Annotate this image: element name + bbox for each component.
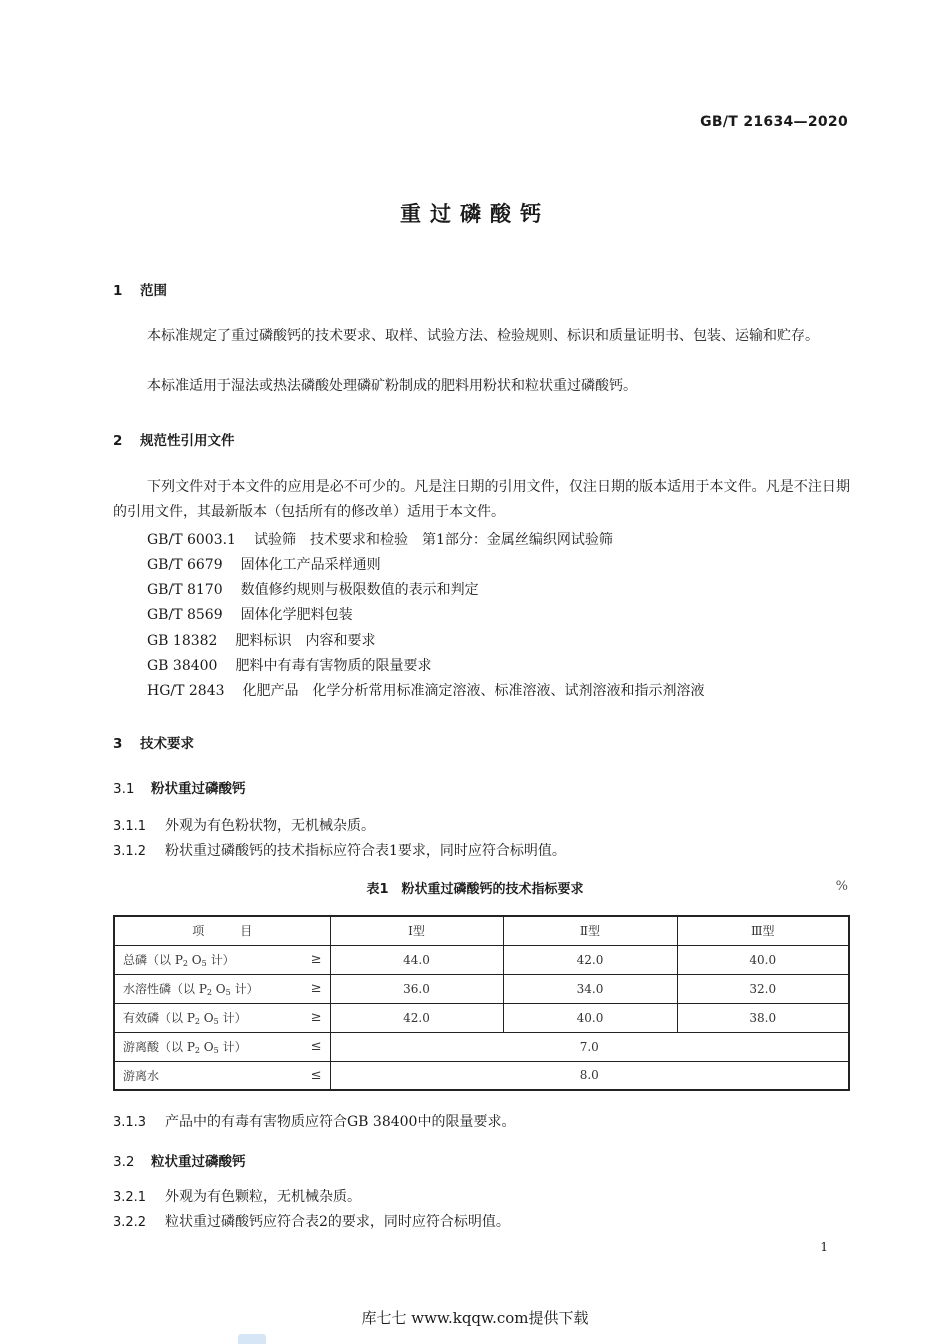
row-label-text: 总磷（以 P [123, 953, 183, 967]
row-label: 有效磷（以 $P_2$ $O_5$ 计） ≥ [114, 1003, 330, 1032]
table-header-cell: Ⅲ型 [677, 916, 849, 945]
table-cell-merged: 8.0 [330, 1061, 849, 1090]
clause-number: 3.1.1 [113, 819, 147, 834]
comparison-symbol: ≤ [310, 1067, 322, 1083]
scope-paragraph-2: 本标准适用于湿法或热法磷酸处理磷矿粉制成的肥料用粉状和粒状重过磷酸钙。 [147, 378, 637, 394]
section-title: 技术要求 [140, 736, 194, 752]
reference-code: GB/T 8569 [147, 607, 223, 623]
clause-number: 3.1.3 [113, 1115, 147, 1130]
clause-3-1-2 [113, 840, 566, 860]
reference-title: 化肥产品 化学分析常用标准滴定溶液、标准溶液、试剂溶液和指示剂溶液 [242, 683, 705, 699]
table-cell: 32.0 [677, 974, 849, 1003]
section-3-heading [113, 732, 194, 752]
clause-text: 产品中的有毒有害物质应符合GB 38400中的限量要求。 [165, 1114, 516, 1130]
reference-item [147, 680, 705, 700]
reference-code: HG/T 2843 [147, 683, 225, 699]
reference-item [147, 604, 353, 624]
clause-3-1-3 [113, 1111, 515, 1131]
row-label-suffix: 计） [234, 982, 259, 996]
reference-title: 数值修约规则与极限数值的表示和判定 [240, 582, 479, 598]
references-intro: 下列文件对于本文件的应用是必不可少的。凡是注日期的引用文件，仅注日期的版本适用于本文件。凡是不注日期的引用文件，其最新版本（包括所有的修改单）适用于本文件。 [113, 479, 850, 520]
table-header-cell: Ⅱ型 [503, 916, 677, 945]
row-label-text: 水溶性磷（以 P [123, 982, 207, 996]
comparison-symbol: ≥ [310, 980, 322, 996]
clause-number: 3.2.2 [113, 1215, 147, 1230]
reference-item [147, 655, 431, 675]
reference-code: GB/T 6679 [147, 557, 223, 573]
clause-3-2-1 [113, 1186, 361, 1206]
row-label: 总磷（以 $P_2$ $O_5$ 计） ≥ [114, 945, 330, 974]
table-cell: 42.0 [330, 1003, 503, 1032]
row-label-text: 游离水 [123, 1068, 160, 1083]
row-label [114, 1061, 330, 1090]
row-label: 水溶性磷（以 $P_2$ $O_5$ 计） ≥ [114, 974, 330, 1003]
clause-number: 3.1.2 [113, 844, 147, 859]
table-cell: 42.0 [503, 945, 677, 974]
row-label-suffix: 计） [210, 953, 235, 967]
table-row [114, 945, 849, 974]
section-title: 范围 [140, 283, 167, 299]
section-1-heading [113, 279, 167, 299]
reference-item [147, 579, 479, 599]
footer-text: 库七七 www.kqqw.com提供下载 [361, 1309, 589, 1327]
section-2-heading [113, 429, 235, 449]
table-row [114, 974, 849, 1003]
table-caption: 表1 粉状重过磷酸钙的技术指标要求 [366, 882, 584, 897]
clause-text: 外观为有色粉状物，无机械杂质。 [165, 818, 375, 834]
section-number: 3 [113, 736, 123, 752]
clause-3-1-1 [113, 815, 375, 835]
reference-code: GB 38400 [147, 658, 218, 674]
clause-text: 粒状重过磷酸钙应符合表2的要求，同时应符合标明值。 [165, 1214, 510, 1230]
section-title: 规范性引用文件 [140, 433, 235, 449]
table-header-cell: Ⅰ型 [330, 916, 503, 945]
comparison-symbol: ≥ [310, 1009, 322, 1025]
document-title: 重过磷酸钙 [400, 202, 550, 226]
page-number: 1 [820, 1240, 828, 1254]
reference-code: GB/T 6003.1 [147, 532, 236, 548]
reference-code: GB 18382 [147, 633, 218, 649]
spec-table [113, 915, 850, 1091]
table-unit: % [835, 879, 848, 894]
clause-number: 3.2.1 [113, 1190, 147, 1205]
table-cell: 38.0 [677, 1003, 849, 1032]
clause-text: 粉状重过磷酸钙的技术指标应符合表1要求，同时应符合标明值。 [165, 843, 566, 859]
section-number: 1 [113, 283, 123, 299]
scope-paragraph-1: 本标准规定了重过磷酸钙的技术要求、取样、试验方法、检验规则、标识和质量证明书、包装、运输和贮存。 [147, 328, 819, 344]
subsection-number: 3.2 [113, 1154, 135, 1170]
table-cell-merged: 7.0 [330, 1032, 849, 1061]
comparison-symbol: ≤ [310, 1038, 322, 1054]
subsection-3-1-heading [113, 777, 246, 797]
reference-title: 固体化学肥料包装 [240, 607, 353, 623]
table-row [114, 1032, 849, 1061]
reference-title: 肥料中有毒有害物质的限量要求 [235, 658, 432, 674]
comparison-symbol: ≥ [310, 951, 322, 967]
clause-3-2-2 [113, 1211, 510, 1231]
row-label-suffix: 计） [222, 1040, 247, 1054]
row-label: 游离酸（以 $P_2$ $O_5$ 计） ≤ [114, 1032, 330, 1061]
table-header-cell: 项 目 [114, 916, 330, 945]
table-row [114, 1003, 849, 1032]
table-cell: 40.0 [677, 945, 849, 974]
reference-title: 试验筛 技术要求和检验 第1部分：金属丝编织网试验筛 [253, 532, 613, 548]
row-label-text: 游离酸（以 P [123, 1040, 195, 1054]
reference-title: 肥料标识 内容和要求 [235, 633, 376, 649]
reference-item [147, 529, 613, 549]
subsection-number: 3.1 [113, 781, 135, 797]
reference-item [147, 630, 375, 650]
reference-title: 固体化工产品采样通则 [240, 557, 381, 573]
clause-text: 外观为有色颗粒，无机械杂质。 [165, 1189, 361, 1205]
standard-number: GB/T 21634—2020 [700, 114, 848, 130]
table-header-row [114, 916, 849, 945]
section-number: 2 [113, 433, 123, 449]
table-row [114, 1061, 849, 1090]
table-cell: 36.0 [330, 974, 503, 1003]
reference-item [147, 554, 381, 574]
subsection-title: 粒状重过磷酸钙 [151, 1154, 246, 1170]
table-cell: 34.0 [503, 974, 677, 1003]
subsection-3-2-heading [113, 1150, 246, 1170]
table-cell: 40.0 [503, 1003, 677, 1032]
reference-code: GB/T 8170 [147, 582, 223, 598]
table-cell: 44.0 [330, 945, 503, 974]
subsection-title: 粉状重过磷酸钙 [151, 781, 246, 797]
row-label-text: 有效磷（以 P [123, 1011, 195, 1025]
watermark-logo-icon [238, 1334, 266, 1344]
row-label-suffix: 计） [222, 1011, 247, 1025]
